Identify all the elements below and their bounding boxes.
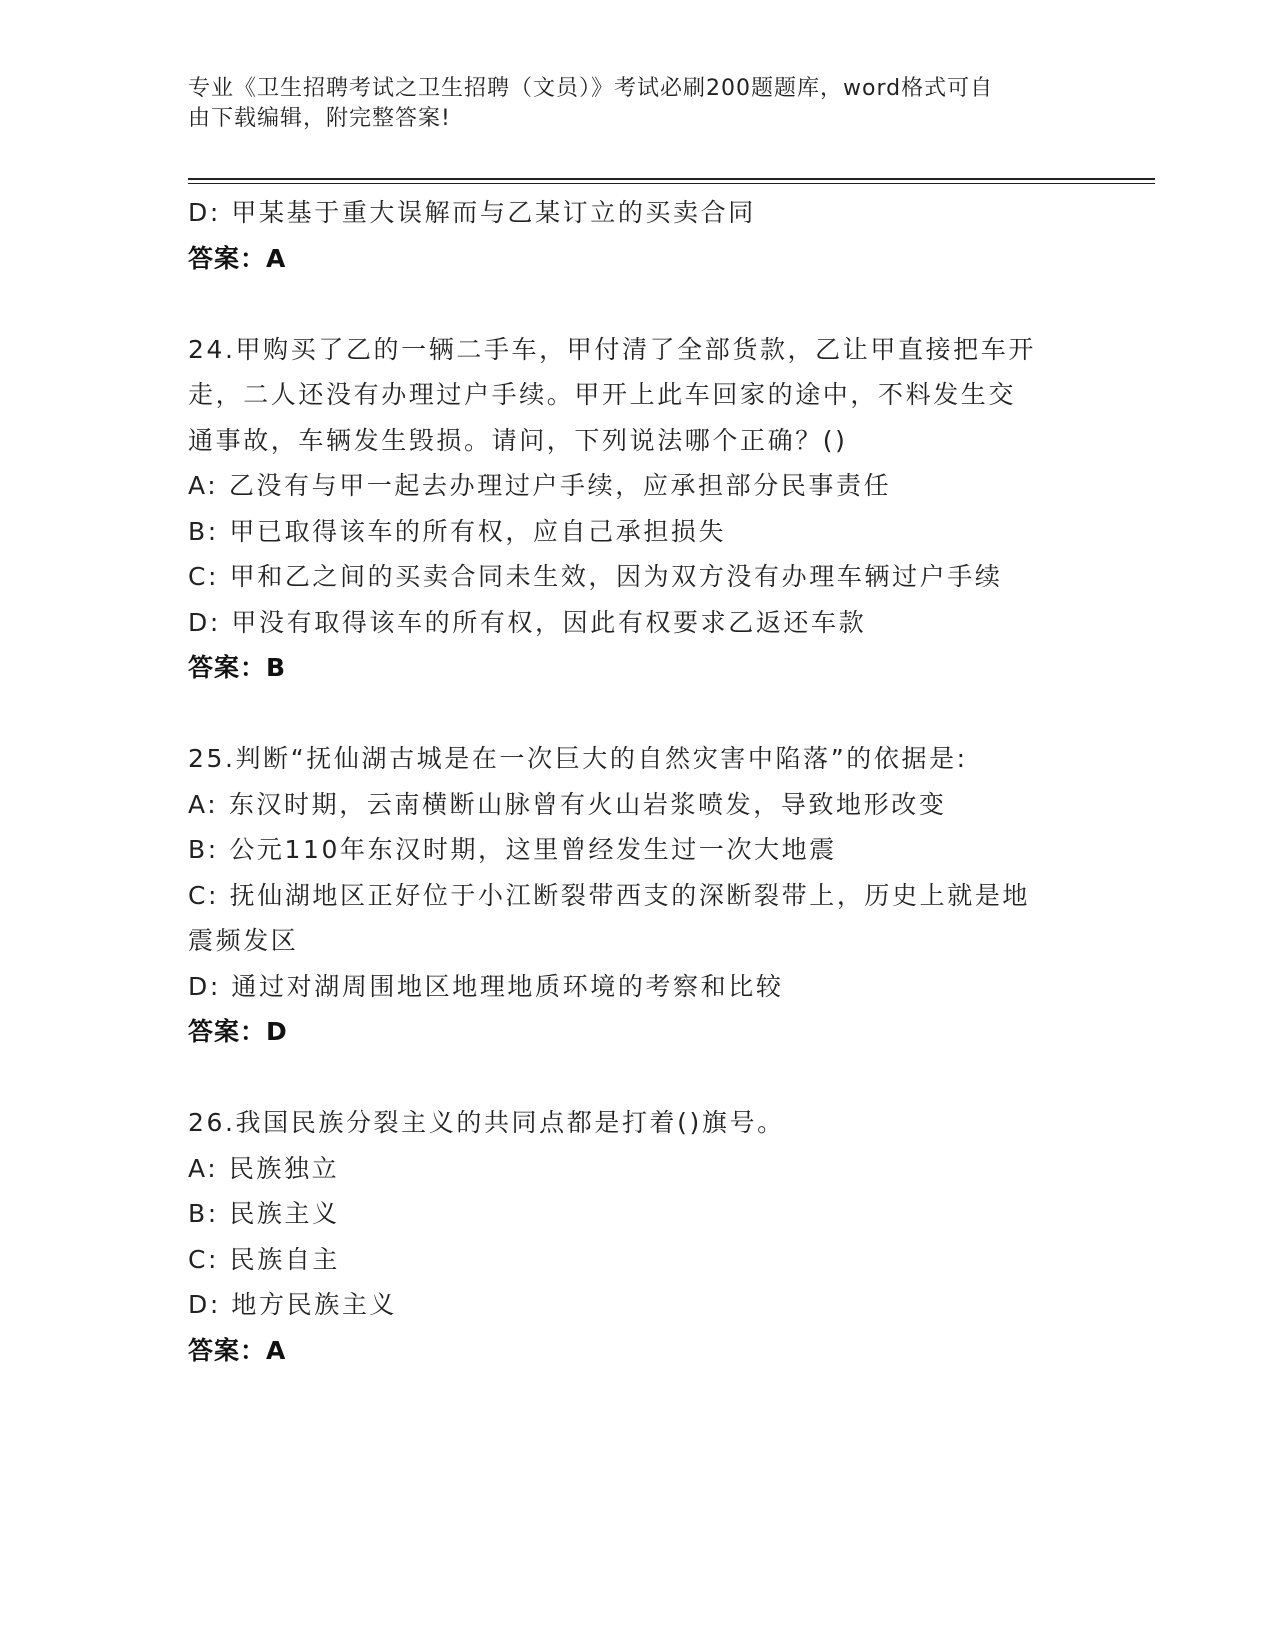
spacer — [188, 691, 1088, 737]
option-d: D: 甲某基于重大误解而与乙某订立的买卖合同 — [188, 198, 756, 227]
option-b: B: 公元110年东汉时期，这里曾经发生过一次大地震 — [188, 835, 837, 864]
option-d: D: 甲没有取得该车的所有权，因此有权要求乙返还车款 — [188, 607, 867, 637]
option-b: B: 民族主义 — [188, 1199, 340, 1228]
question-25 — [188, 736, 1088, 1055]
question-list — [188, 190, 1088, 1373]
option-c: C: 甲和乙之间的买卖合同未生效，因为双方没有办理车辆过户手续 — [188, 562, 1003, 591]
option-c: C: 民族自主 — [188, 1244, 341, 1274]
question-stem: 走，二人还没有办理过户手续。甲开上此车回家的途中，不料发生交 — [188, 380, 1017, 409]
option-d: D: 通过对湖周围地区地理地质环境的考察和比较 — [188, 971, 784, 1001]
spacer — [188, 1055, 1088, 1101]
question-stem: 25.判断“抚仙湖古城是在一次巨大的自然灾害中陷落”的依据是: — [188, 744, 968, 773]
option-c-continued: 震频发区 — [188, 926, 299, 955]
header-divider-thick — [188, 178, 1155, 180]
option-b: B: 甲已取得该车的所有权，应自己承担损失 — [188, 516, 727, 546]
option-a: A: 东汉时期，云南横断山脉曾有火山岩浆喷发，导致地形改变 — [188, 789, 947, 819]
header-title-line-2: 由下载编辑，附完整答案! — [188, 106, 451, 131]
question-stem: 24.甲购买了乙的一辆二手车，甲付清了全部货款，乙让甲直接把车开 — [188, 334, 1036, 364]
option-a: A: 民族独立 — [188, 1153, 340, 1183]
header-title-line-1: 专业《卫生招聘考试之卫生招聘（文员）》考试必刷200题题库，word格式可自 — [188, 76, 994, 101]
question-26 — [188, 1100, 1088, 1373]
header-divider-thin — [188, 183, 1155, 184]
spacer — [188, 281, 1088, 327]
option-a: A: 乙没有与甲一起去办理过户手续，应承担部分民事责任 — [188, 471, 892, 500]
answer-label: 答案：B — [188, 653, 287, 682]
answer-label: 答案：A — [188, 243, 287, 273]
question-stem: 通事故，车辆发生毁损。请问，下列说法哪个正确？() — [188, 425, 848, 455]
question-24 — [188, 327, 1088, 691]
answer-label: 答案：D — [188, 1017, 288, 1046]
page-header — [188, 74, 1088, 134]
answer-label: 答案：A — [188, 1335, 287, 1365]
option-c: C: 抚仙湖地区正好位于小江断裂带西支的深断裂带上，历史上就是地 — [188, 880, 1031, 910]
question-stem: 26.我国民族分裂主义的共同点都是打着()旗号。 — [188, 1108, 785, 1137]
option-d: D: 地方民族主义 — [188, 1290, 398, 1319]
question-23-tail — [188, 190, 1088, 281]
